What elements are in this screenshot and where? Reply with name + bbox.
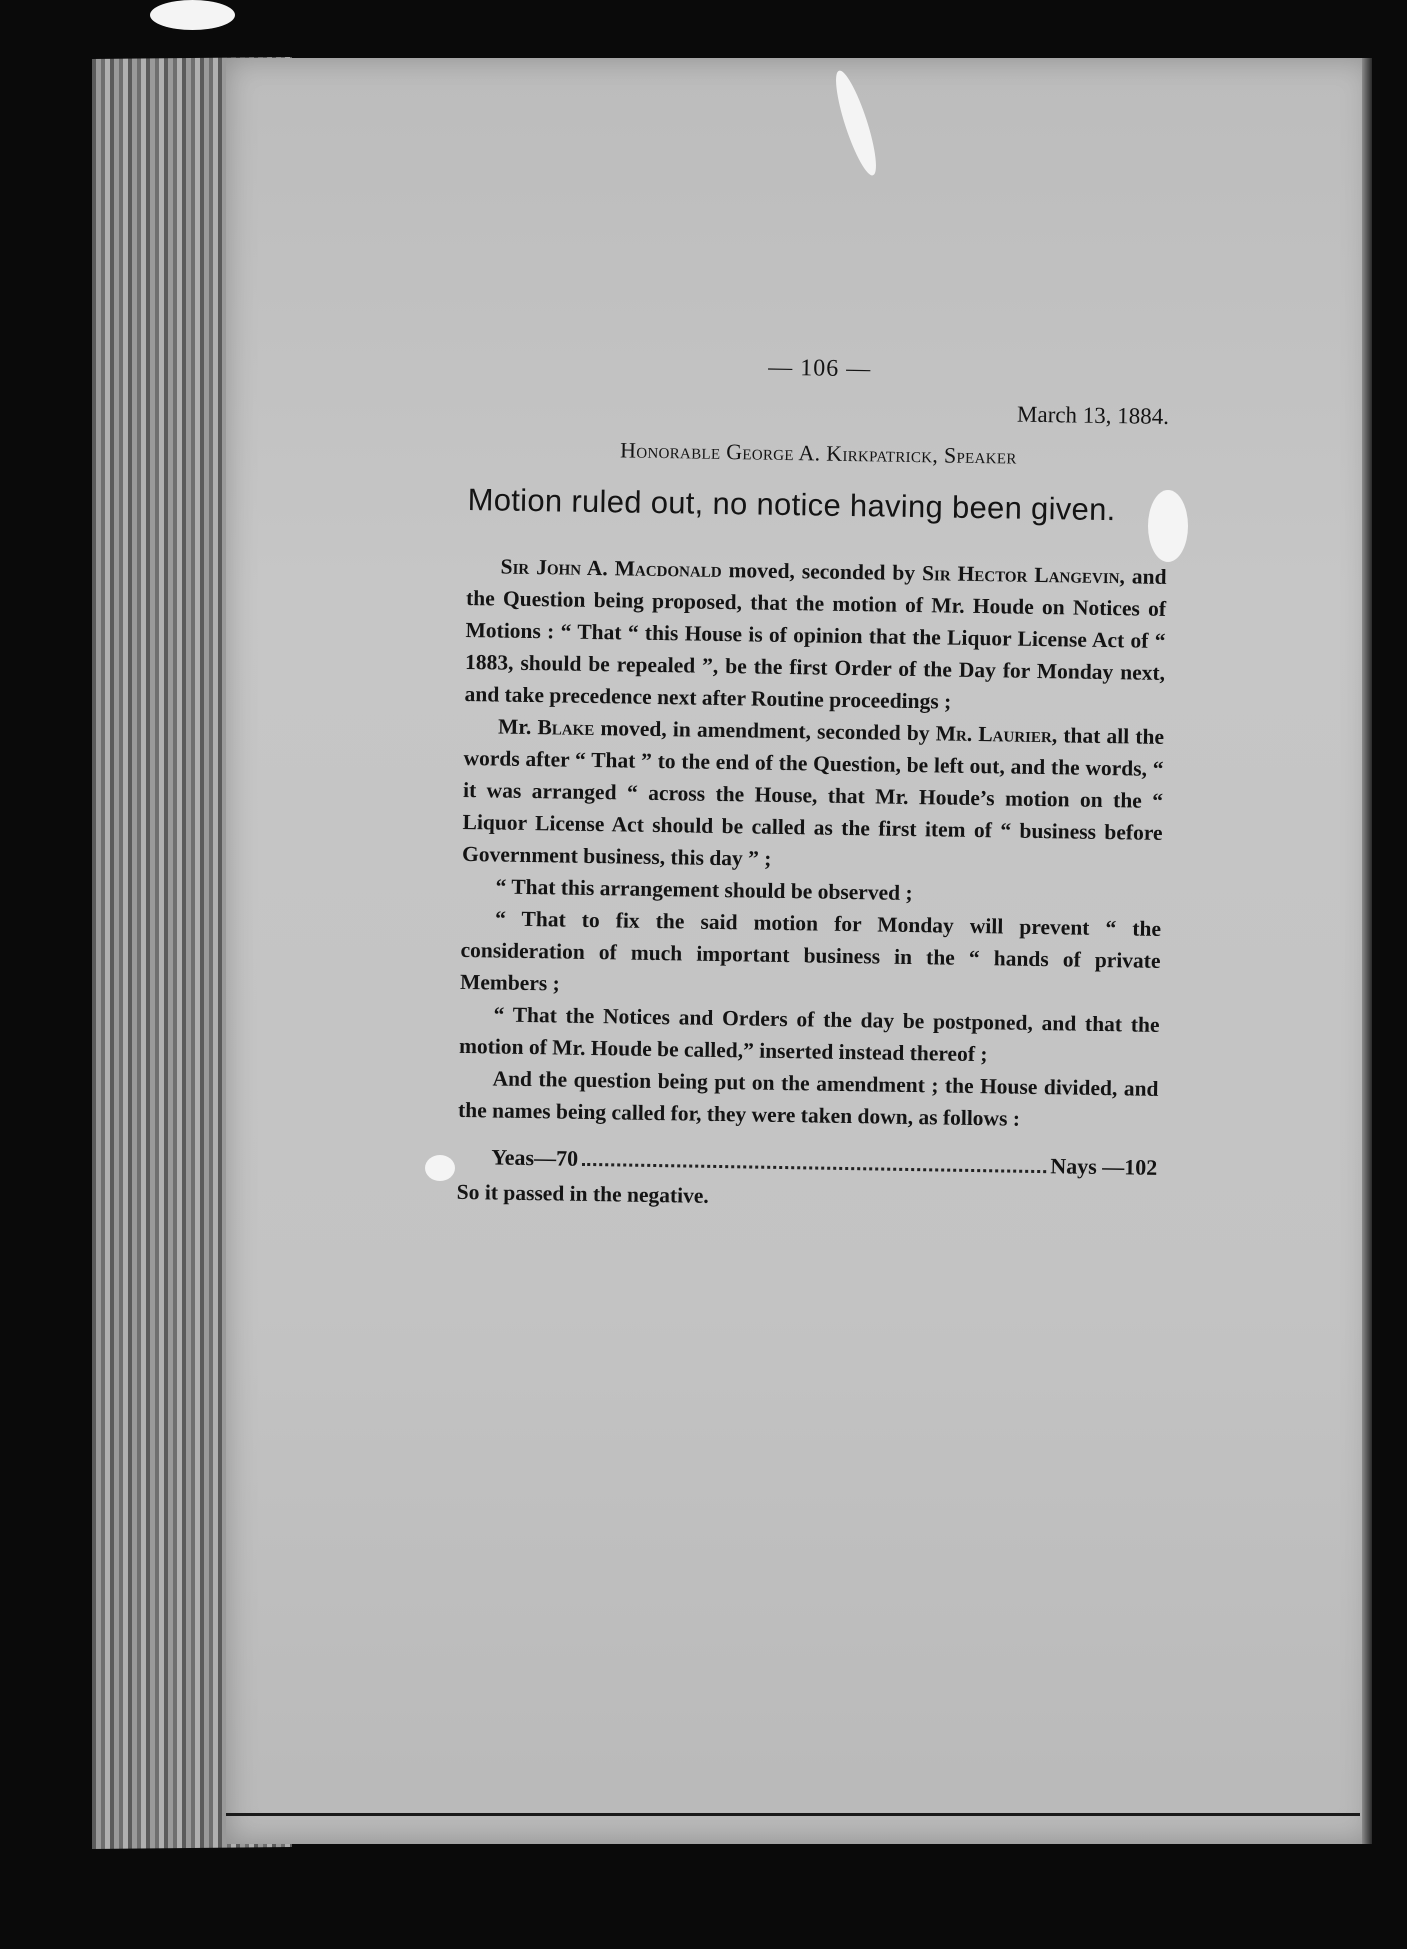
quote-paragraph: “ That this arrangement should be observed ;	[495, 874, 913, 906]
ruling-note: Motion ruled out, no notice having been given.	[467, 481, 1116, 528]
date-line: March 13, 1884.	[1016, 401, 1170, 429]
division-paragraph: And the question being put on the amendment ; the House divided, and the names being called for, they were taken down, as follows :	[457, 1066, 1159, 1131]
amendment-paragraph	[462, 710, 1164, 881]
scan-blemish-left	[425, 1155, 455, 1181]
amendment-seconder: Mr. Laurier	[935, 721, 1053, 748]
motion-paragraph	[464, 550, 1166, 721]
dot-leader	[582, 1163, 1046, 1173]
motion-text-2: , and the Question being proposed, that the motion of Mr. Houde on Notices of Motions : “ That “ this House is of opinion that the Liquor License Act of “ 1883, should be repealed ”, be the first Order of the Day for Monday next, and take precedence next after Routine proceedings ;	[464, 564, 1167, 714]
scan-blemish-corner	[150, 0, 235, 30]
motion-text-1: moved, seconded by	[721, 557, 923, 586]
motion-seconder: Sir Hector Langevin	[921, 561, 1120, 589]
page-number: — 106 —	[768, 354, 872, 383]
nays-count: Nays —102	[1050, 1153, 1158, 1180]
amendment-text-2: , that all the words after “ That ” to the end of the Question, be left out, and the words, “ it was arranged “ across the House, that Mr. Houde’s motion on the “ Liquor License Act should be called as the first item of “ business before Government business, this day ” ;	[461, 723, 1165, 871]
yeas-count: Yeas—70	[491, 1144, 579, 1171]
motion-mover: Sir John A. Macdonald	[500, 554, 722, 582]
amendment-mover: Blake	[537, 715, 595, 740]
result-line: So it passed in the negative.	[456, 1179, 709, 1208]
page-bottom-edge	[226, 1813, 1360, 1816]
quote-paragraph: “ That to fix the said motion for Monday will prevent “ the consideration of much important business in the “ hands of private Members ;	[459, 906, 1162, 996]
page-text	[457, 350, 1170, 1216]
binding-shadow	[1362, 58, 1372, 1844]
quote-paragraph: “ That the Notices and Orders of the day be postponed, and that the motion of Mr. Houde be called,” inserted instead thereof ;	[458, 1002, 1160, 1067]
amendment-text-1: moved, in amendment, seconded by	[594, 716, 936, 746]
vote-tally	[491, 1144, 1157, 1180]
amendment-prefix: Mr.	[497, 714, 538, 740]
speaker-line: Honorable George A. Kirkpatrick, Speaker	[619, 437, 1017, 469]
